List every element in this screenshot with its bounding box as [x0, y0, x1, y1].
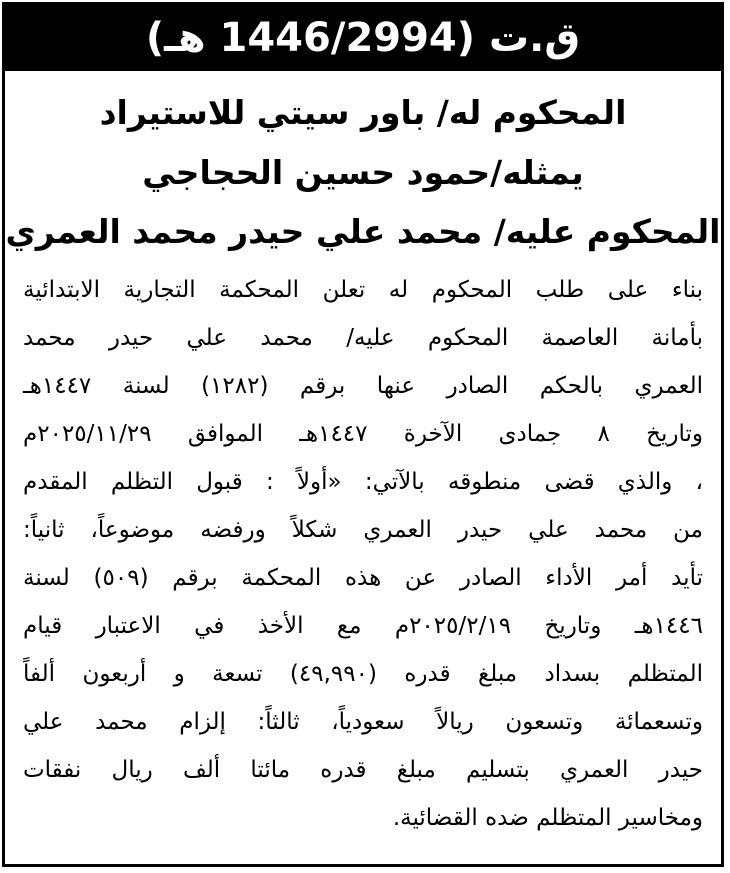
- court-notice: [2, 2, 724, 867]
- parties-block: [5, 93, 721, 252]
- body-line-3: العمري بالحكم الصادر عنها برقم (١٢٨٢) لسنة ١٤٤٧هـ: [23, 372, 703, 399]
- case-number: ق.ت (1446/2994 هـ): [145, 15, 581, 61]
- body-line-4: وتاريخ ٨ جمادى الآخرة ١٤٤٧هـ الموافق ٢٠٢٥/١١/٢٩م: [23, 420, 703, 447]
- body-line-7: تأيد أمر الأداء الصادر عن هذه المحكمة برقم (٥٠٩) لسنة: [23, 564, 703, 591]
- case-number-bar: [5, 5, 721, 71]
- notice-body: [5, 266, 721, 842]
- body-line-9: المتظلم بسداد مبلغ قدره (٤٩,٩٩٠) تسعة و أربعون ألفاً: [23, 660, 703, 687]
- defendant-heading: المحكوم عليه/ محمد علي حيدر محمد العمري: [5, 212, 721, 252]
- representative-heading: يمثله/حمود حسين الحجاجي: [142, 152, 584, 192]
- body-line-1: بناء على طلب المحكوم له تعلن المحكمة التجارية الابتدائية: [23, 276, 703, 303]
- body-line-8: ١٤٤٦هـ وتاريخ ٢٠٢٥/٢/١٩م مع الأخذ في الاعتبار قيام: [23, 612, 703, 639]
- body-line-5: ، والذي قضى منطوقه بالآتي: «أولاً : قبول التظلم المقدم: [23, 468, 703, 495]
- body-line-12: ومخاسير المتظلم ضده القضائية.: [392, 804, 703, 831]
- plaintiff-heading: المحكوم له/ باور سيتي للاستيراد: [99, 93, 627, 132]
- body-line-2: بأمانة العاصمة المحكوم عليه/ محمد علي حيدر محمد: [23, 324, 703, 351]
- body-line-10: وتسعمائة وتسعون ريالاً سعودياً، ثالثاً: إلزام محمد علي: [23, 708, 703, 735]
- body-line-6: من محمد علي حيدر العمري شكلاً ورفضه موضوعاً، ثانياً:: [23, 516, 703, 543]
- body-line-11: حيدر العمري بتسليم مبلغ قدره مائتا ألف ريال نفقات: [23, 756, 703, 783]
